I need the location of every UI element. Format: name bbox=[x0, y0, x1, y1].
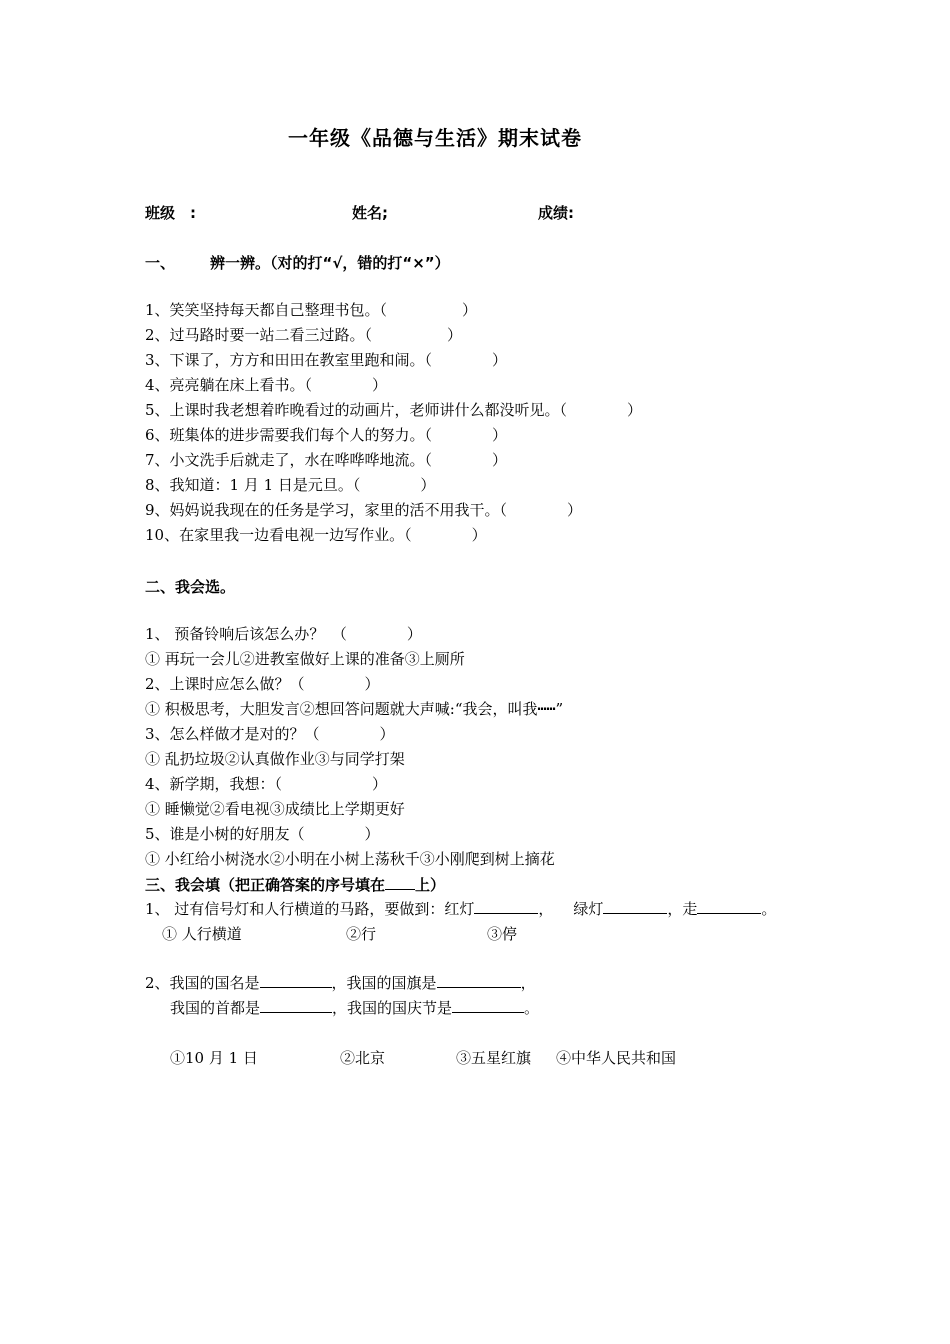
fill-q2-line1-end: ， bbox=[520, 974, 536, 992]
fill-q1-end: 。 bbox=[761, 900, 777, 918]
fill-q2-option-4: ④中华人民共和国 bbox=[556, 1049, 677, 1067]
fill-q1-option-1: ① 人行横道 bbox=[162, 925, 242, 943]
choice-question-4: 4、新学期，我想：（ ） bbox=[145, 775, 388, 793]
fill-q1-sep: ， bbox=[538, 900, 554, 918]
judge-item-5: 5、上课时我老想着昨晚看过的动画片，老师讲什么都没听见。（ ） bbox=[145, 401, 643, 419]
fill-q2-option-1: ①10 月 1 日 bbox=[170, 1049, 258, 1067]
section3-title-end: 上） bbox=[415, 876, 446, 894]
title-blank bbox=[385, 875, 415, 890]
choice-options-2: ① 积极思考，大胆发言②想回答问题就大声喊:“我会，叫我┅┅” bbox=[145, 700, 564, 718]
choice-question-3: 3、怎么样做才是对的？（ ） bbox=[145, 725, 395, 743]
blank-red-light[interactable] bbox=[474, 899, 538, 914]
blank-national-day[interactable] bbox=[452, 998, 524, 1013]
fill-question-1 bbox=[145, 899, 776, 919]
blank-walk[interactable] bbox=[697, 899, 761, 914]
section3-title bbox=[145, 874, 445, 895]
fill-q1-option-3: ③停 bbox=[487, 925, 518, 943]
class-label: 班级 : bbox=[145, 204, 196, 222]
score-label: 成绩: bbox=[538, 204, 574, 222]
fill-q2-option-2: ②北京 bbox=[340, 1049, 386, 1067]
judge-item-9: 9、妈妈说我现在的任务是学习，家里的活不用我干。（ ） bbox=[145, 501, 583, 519]
fill-q2-line2-end: 。 bbox=[524, 999, 540, 1017]
fill-q2-country: 2、我国的国名是 bbox=[145, 974, 260, 992]
judge-item-1: 1、笑笑坚持每天都自己整理书包。（ ） bbox=[145, 301, 478, 319]
fill-q1-go: ，走 bbox=[667, 900, 698, 918]
section1-title: 辨一辨。（对的打“√，错的打“×”） bbox=[210, 254, 450, 272]
fill-q2-capital: 我国的首都是 bbox=[170, 999, 261, 1017]
judge-item-8: 8、我知道：1 月 1 日是元旦。（ ） bbox=[145, 476, 436, 494]
section3-title-start: 三、我会填（把正确答案的序号填在 bbox=[145, 876, 386, 894]
fill-q2-flag: ，我国的国旗是 bbox=[331, 974, 437, 992]
fill-q1-text: 1、 过有信号灯和人行横道的马路，要做到：红灯 bbox=[145, 900, 475, 918]
fill-question-2-line2 bbox=[170, 998, 539, 1018]
name-label: 姓名; bbox=[352, 204, 388, 222]
judge-item-6: 6、班集体的进步需要我们每个人的努力。（ ） bbox=[145, 426, 508, 444]
judge-item-7: 7、小文洗手后就走了，水在哗哗哗地流。（ ） bbox=[145, 451, 508, 469]
page-title: 一年级《品德与生活》期末试卷 bbox=[288, 126, 582, 150]
choice-options-3: ① 乱扔垃圾②认真做作业③与同学打架 bbox=[145, 750, 405, 768]
choice-question-1: 1、 预备铃响后该怎么办？ （ ） bbox=[145, 625, 422, 643]
section2-title: 二、我会选。 bbox=[145, 578, 236, 596]
choice-options-4: ① 睡懒觉②看电视③成绩比上学期更好 bbox=[145, 800, 405, 818]
judge-item-4: 4、亮亮躺在床上看书。（ ） bbox=[145, 376, 388, 394]
judge-item-3: 3、下课了，方方和田田在教室里跑和闹。（ ） bbox=[145, 351, 508, 369]
choice-question-5: 5、谁是小树的好朋友（ ） bbox=[145, 825, 380, 843]
fill-question-2-line1 bbox=[145, 973, 536, 993]
choice-options-1: ① 再玩一会儿②进教室做好上课的准备③上厕所 bbox=[145, 650, 465, 668]
fill-q1-option-2: ②行 bbox=[346, 925, 377, 943]
choice-question-2: 2、上课时应怎么做？（ ） bbox=[145, 675, 380, 693]
judge-item-2: 2、过马路时要一站二看三过路。（ ） bbox=[145, 326, 463, 344]
blank-national-flag[interactable] bbox=[437, 973, 521, 988]
fill-q2-national-day: ，我国的国庆节是 bbox=[332, 999, 453, 1017]
fill-q1-green: 绿灯 bbox=[573, 900, 604, 918]
judge-item-10: 10、在家里我一边看电视一边写作业。（ ） bbox=[145, 526, 487, 544]
fill-q2-option-3: ③五星红旗 bbox=[456, 1049, 532, 1067]
choice-options-5: ① 小红给小树浇水②小明在小树上荡秋千③小刚爬到树上摘花 bbox=[145, 850, 555, 868]
blank-capital[interactable] bbox=[260, 998, 332, 1013]
section1-number: 一、 bbox=[145, 254, 176, 272]
blank-green-light[interactable] bbox=[603, 899, 667, 914]
blank-country-name[interactable] bbox=[260, 973, 332, 988]
